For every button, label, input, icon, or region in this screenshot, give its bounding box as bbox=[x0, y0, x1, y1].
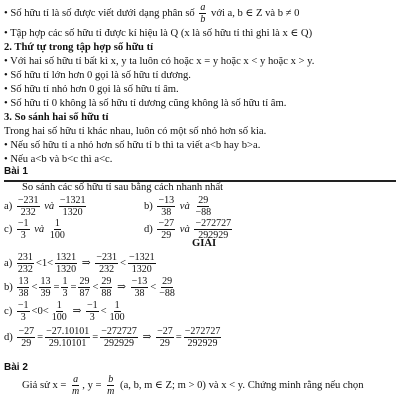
bai1-q-cd: c) $\frac{-1}{3}$ và $\frac{1}{100}$ d) $\frac{-27}{29}$ và $\frac{-272727}{292929}$ bbox=[4, 218, 232, 241]
bullet-1: • Với hai số hữu tỉ bất kì x, y ta luôn có hoặc x = y hoặc x < y hoặc x > y. bbox=[4, 56, 315, 67]
heading-3: 3. So sánh hai số hữu tỉ bbox=[4, 112, 109, 123]
sol-d: d) $\frac{-27}{29}$ = $\frac{-27.10101}{29.10101}$ = $\frac{-272727}{292929}$ ⇒ $\frac{-27}{29}$ = $\frac{-272727}{292929}$ bbox=[4, 326, 221, 349]
bullet-3: • Số hữu tỉ nhỏ hơn 0 gọi là số hữu tỉ âm. bbox=[4, 84, 179, 95]
heading-2: 2. Thứ tự trong tập hợp số hữu tỉ bbox=[4, 42, 154, 53]
bullet-6: • Nếu a<b và b<c thì a<c. bbox=[4, 154, 113, 165]
sol-c: c) $\frac{-1}{3}$ <0< $\frac{1}{100}$ ⇒ $\frac{-1}{3}$ < $\frac{1}{100}$ bbox=[4, 300, 125, 323]
intro-line-2: • Tập hợp các số hữu tỉ được kí hiệu là Q (x là số hữu tỉ thì ghi là x ∈ Q) bbox=[4, 28, 313, 39]
intro-line-1: • Số hữu tỉ là số được viết dưới dạng phân số $\frac{a}{b}$ với a, b ∈ Z và b ≠ 0 bbox=[4, 2, 300, 25]
bullet-5: • Nếu số hữu tỉ a nhỏ hơn số hữu tỉ b thì ta viết a<b hay b>a. bbox=[4, 140, 261, 151]
sol-a: a) $\frac{231}{232}$ <1< $\frac{1321}{1320}$ ⇒ $\frac{-231}{232}$ < $\frac{-1321}{1320}$ bbox=[4, 252, 155, 275]
bai1-title: Bài 1 bbox=[4, 166, 28, 177]
bullet-2: • Số hữu tỉ lớn hơn 0 gọi là số hữu tỉ dương. bbox=[4, 70, 191, 81]
sol-b: b) $\frac{13}{38}$ < $\frac{13}{39}$ = $\frac{1}{3}$ = $\frac{29}{87}$ < $\frac{29}{88}$ ⇒ $\frac{-13}{38}$ < $\frac{29}{-88}$ bbox=[4, 276, 175, 299]
giai-heading: GIẢI bbox=[192, 238, 217, 249]
bai1-prompt: So sánh các số hữu tỉ sau bằng cách nhanh nhất bbox=[22, 182, 224, 193]
para-1: Trong hai số hữu tỉ khác nhau, luôn có một số nhỏ hơn số kia. bbox=[4, 126, 267, 137]
bai2-title: Bài 2 bbox=[4, 362, 28, 373]
bai1-q-ab: a) $\frac{-231}{232}$ và $\frac{-1321}{1320}$ b) $\frac{-13}{38}$ và $\frac{29}{-88}$ bbox=[4, 195, 212, 218]
bai2-text: Giả sử x = $\frac{a}{m}$ , y = $\frac{b}{m}$ (a, b, m ∈ Z; m > 0) và x < y. Chứng minh rằng nếu chọn bbox=[22, 374, 364, 397]
bullet-4: • Số hữu tỉ 0 không là số hữu tỉ dương cũng không là số hữu tỉ âm. bbox=[4, 98, 287, 109]
